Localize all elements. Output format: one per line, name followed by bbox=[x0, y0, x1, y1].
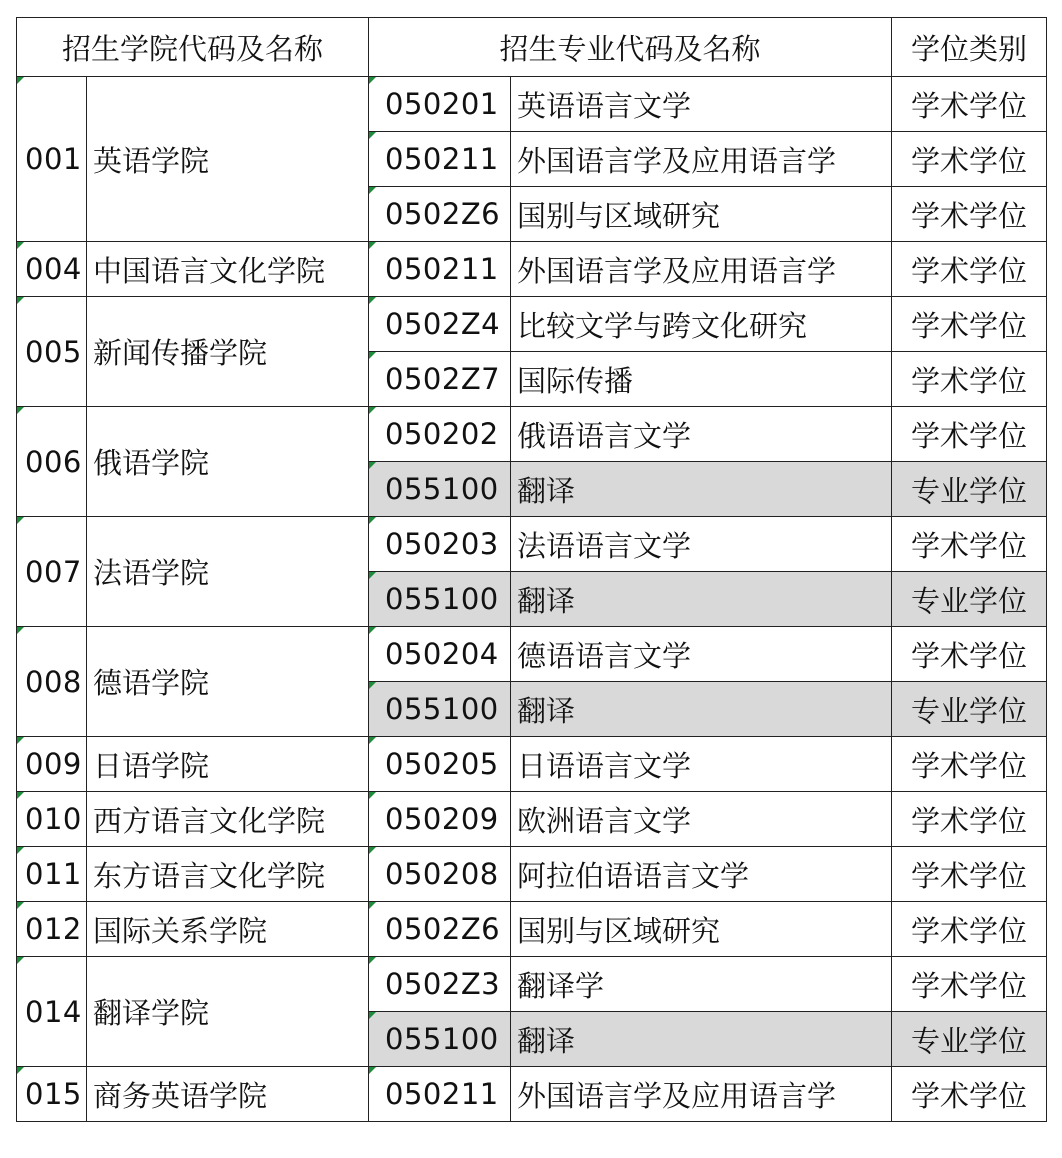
major-code: 050204 bbox=[369, 627, 511, 682]
major-code: 055100 bbox=[369, 462, 511, 517]
college-name: 英语学院 bbox=[87, 77, 369, 242]
degree-type: 学术学位 bbox=[892, 187, 1047, 242]
table-row bbox=[17, 847, 1047, 902]
degree-type: 学术学位 bbox=[892, 792, 1047, 847]
college-name: 日语学院 bbox=[87, 737, 369, 792]
degree-type: 学术学位 bbox=[892, 132, 1047, 187]
major-code: 050208 bbox=[369, 847, 511, 902]
degree-type: 专业学位 bbox=[892, 572, 1047, 627]
degree-type: 学术学位 bbox=[892, 627, 1047, 682]
major-name: 外国语言学及应用语言学 bbox=[511, 132, 892, 187]
college-name: 翻译学院 bbox=[87, 957, 369, 1067]
college-code: 009 bbox=[17, 737, 87, 792]
major-code: 0502Z6 bbox=[369, 902, 511, 957]
degree-type: 学术学位 bbox=[892, 77, 1047, 132]
college-name: 西方语言文化学院 bbox=[87, 792, 369, 847]
college-code: 001 bbox=[17, 77, 87, 242]
major-name: 外国语言学及应用语言学 bbox=[511, 1067, 892, 1122]
table-body bbox=[17, 77, 1047, 1122]
major-name: 法语语言文学 bbox=[511, 517, 892, 572]
degree-type: 学术学位 bbox=[892, 297, 1047, 352]
major-name: 国别与区域研究 bbox=[511, 187, 892, 242]
major-code: 050209 bbox=[369, 792, 511, 847]
major-code: 055100 bbox=[369, 572, 511, 627]
degree-type: 学术学位 bbox=[892, 242, 1047, 297]
table-row bbox=[17, 957, 1047, 1012]
major-code: 0502Z6 bbox=[369, 187, 511, 242]
degree-type: 专业学位 bbox=[892, 682, 1047, 737]
major-name: 欧洲语言文学 bbox=[511, 792, 892, 847]
major-name: 翻译 bbox=[511, 682, 892, 737]
major-name: 翻译 bbox=[511, 462, 892, 517]
table-row bbox=[17, 902, 1047, 957]
major-code: 050211 bbox=[369, 1067, 511, 1122]
college-name: 商务英语学院 bbox=[87, 1067, 369, 1122]
table-row bbox=[17, 627, 1047, 682]
major-code: 055100 bbox=[369, 682, 511, 737]
header-row bbox=[17, 18, 1047, 77]
table-row bbox=[17, 517, 1047, 572]
major-code: 050205 bbox=[369, 737, 511, 792]
degree-type: 学术学位 bbox=[892, 1067, 1047, 1122]
college-code: 006 bbox=[17, 407, 87, 517]
major-name: 翻译 bbox=[511, 1012, 892, 1067]
major-name: 外国语言学及应用语言学 bbox=[511, 242, 892, 297]
major-code: 050201 bbox=[369, 77, 511, 132]
degree-type: 专业学位 bbox=[892, 1012, 1047, 1067]
major-code: 0502Z3 bbox=[369, 957, 511, 1012]
major-code: 050211 bbox=[369, 132, 511, 187]
degree-type: 学术学位 bbox=[892, 352, 1047, 407]
major-name: 阿拉伯语语言文学 bbox=[511, 847, 892, 902]
college-code: 004 bbox=[17, 242, 87, 297]
degree-type: 学术学位 bbox=[892, 407, 1047, 462]
college-name: 国际关系学院 bbox=[87, 902, 369, 957]
table-row bbox=[17, 737, 1047, 792]
major-code: 050203 bbox=[369, 517, 511, 572]
major-code: 0502Z7 bbox=[369, 352, 511, 407]
college-code: 012 bbox=[17, 902, 87, 957]
major-code: 0502Z4 bbox=[369, 297, 511, 352]
college-name: 中国语言文化学院 bbox=[87, 242, 369, 297]
table-row bbox=[17, 77, 1047, 132]
college-name: 新闻传播学院 bbox=[87, 297, 369, 407]
major-name: 翻译 bbox=[511, 572, 892, 627]
major-name: 德语语言文学 bbox=[511, 627, 892, 682]
college-code: 010 bbox=[17, 792, 87, 847]
college-code: 014 bbox=[17, 957, 87, 1067]
college-name: 东方语言文化学院 bbox=[87, 847, 369, 902]
major-name: 国别与区域研究 bbox=[511, 902, 892, 957]
degree-type: 学术学位 bbox=[892, 957, 1047, 1012]
degree-type: 学术学位 bbox=[892, 737, 1047, 792]
table-row bbox=[17, 1067, 1047, 1122]
degree-type: 专业学位 bbox=[892, 462, 1047, 517]
major-name: 俄语语言文学 bbox=[511, 407, 892, 462]
admissions-table bbox=[16, 17, 1047, 1122]
table-row bbox=[17, 297, 1047, 352]
college-code: 008 bbox=[17, 627, 87, 737]
degree-type: 学术学位 bbox=[892, 902, 1047, 957]
major-name: 日语语言文学 bbox=[511, 737, 892, 792]
header-major: 招生专业代码及名称 bbox=[369, 18, 892, 77]
table-row bbox=[17, 407, 1047, 462]
major-code: 050202 bbox=[369, 407, 511, 462]
college-code: 011 bbox=[17, 847, 87, 902]
major-name: 英语语言文学 bbox=[511, 77, 892, 132]
major-code: 050211 bbox=[369, 242, 511, 297]
college-name: 德语学院 bbox=[87, 627, 369, 737]
college-code: 015 bbox=[17, 1067, 87, 1122]
degree-type: 学术学位 bbox=[892, 517, 1047, 572]
header-college: 招生学院代码及名称 bbox=[17, 18, 369, 77]
major-code: 055100 bbox=[369, 1012, 511, 1067]
college-name: 俄语学院 bbox=[87, 407, 369, 517]
college-name: 法语学院 bbox=[87, 517, 369, 627]
header-degree: 学位类别 bbox=[892, 18, 1047, 77]
major-name: 国际传播 bbox=[511, 352, 892, 407]
college-code: 007 bbox=[17, 517, 87, 627]
major-name: 比较文学与跨文化研究 bbox=[511, 297, 892, 352]
table-row bbox=[17, 242, 1047, 297]
major-name: 翻译学 bbox=[511, 957, 892, 1012]
college-code: 005 bbox=[17, 297, 87, 407]
degree-type: 学术学位 bbox=[892, 847, 1047, 902]
table-row bbox=[17, 792, 1047, 847]
